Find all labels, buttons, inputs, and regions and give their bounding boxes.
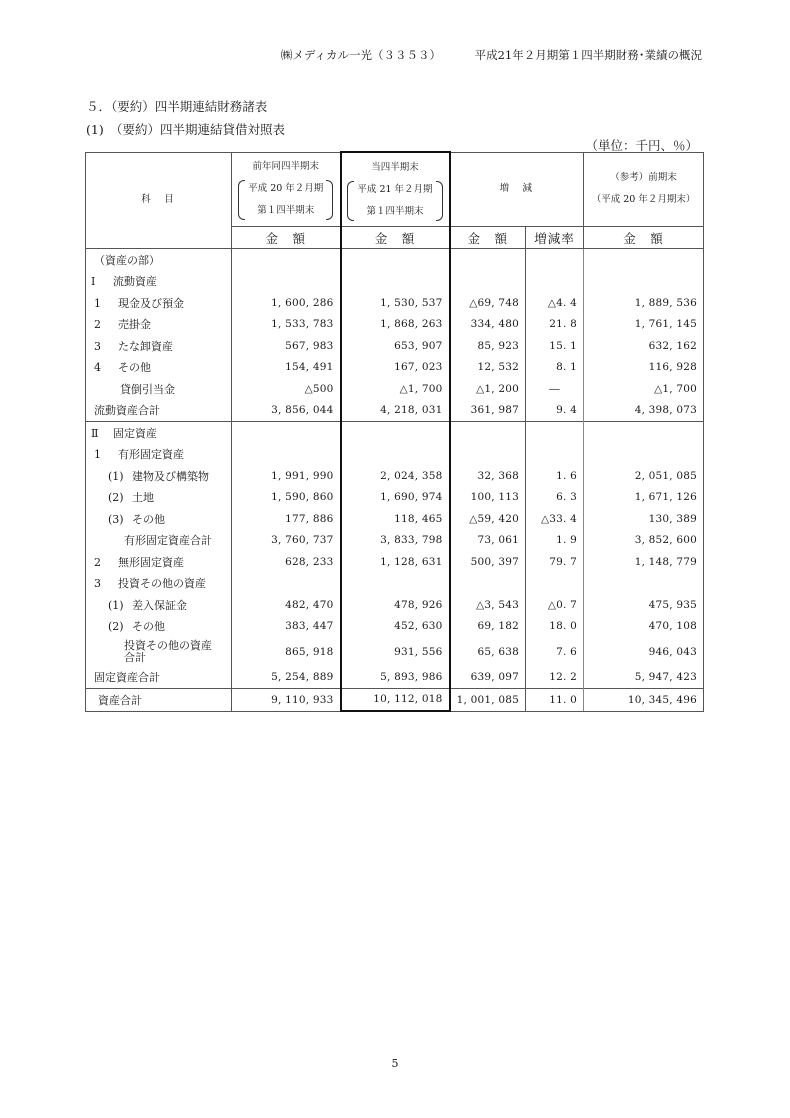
row-label: 固定資産合計: [86, 666, 232, 688]
cell-diff: 69, 182: [450, 616, 526, 638]
cell-curr: 167, 023: [341, 357, 450, 379]
page-header: [281, 47, 702, 63]
header-prev-line2: 平成 20 年２月期: [248, 183, 324, 195]
cell-rate: [526, 444, 584, 466]
cell-curr: 10, 112, 018: [341, 688, 450, 711]
cell-rate: 7. 6: [526, 637, 584, 666]
page-number: 5: [391, 1057, 399, 1070]
cell-prev: 9, 110, 933: [232, 688, 341, 711]
report-title: 平成21年２月期第１四半期財務･業績の概況: [474, 48, 702, 62]
cell-diff: 12, 532: [450, 357, 526, 379]
cell-prev: 865, 918: [232, 637, 341, 666]
subheader-amount-change: 金 額: [450, 227, 526, 249]
row-label: 投資その他の資産 合計: [86, 637, 232, 666]
cell-rate: [526, 271, 584, 293]
cell-curr: 3, 833, 798: [341, 530, 450, 552]
cell-prev: [232, 444, 341, 466]
cell-diff: 639, 097: [450, 666, 526, 688]
cell-diff: 73, 061: [450, 530, 526, 552]
cell-rate: ―: [526, 378, 584, 400]
cell-ref: 1, 148, 779: [584, 551, 704, 573]
cell-ref: 3, 852, 600: [584, 530, 704, 552]
cell-ref: 130, 389: [584, 508, 704, 530]
cell-diff: [450, 444, 526, 466]
table-row: [86, 422, 704, 444]
cell-prev: 154, 491: [232, 357, 341, 379]
table-row: [86, 271, 704, 293]
row-label: 3 たな卸資産: [86, 335, 232, 357]
cell-curr: 4, 218, 031: [341, 400, 450, 422]
cell-prev: 567, 983: [232, 335, 341, 357]
cell-prev: 628, 233: [232, 551, 341, 573]
cell-diff: 65, 638: [450, 637, 526, 666]
header-curr-line3: 第１四半期末: [366, 205, 424, 217]
cell-diff: 1, 001, 085: [450, 688, 526, 711]
table-row: [86, 551, 704, 573]
cell-ref: 4, 398, 073: [584, 400, 704, 422]
row-label: (2) 土地: [86, 487, 232, 509]
cell-diff: 100, 113: [450, 487, 526, 509]
cell-rate: 11. 0: [526, 688, 584, 711]
row-label: 貸倒引当金: [86, 378, 232, 400]
cell-rate: [526, 249, 584, 271]
table-row: [86, 530, 704, 552]
table-header-row: [86, 152, 704, 227]
header-curr-line1: 当四半期末: [371, 161, 419, 173]
cell-diff: [450, 422, 526, 444]
cell-diff: [450, 573, 526, 595]
cell-curr: 478, 926: [341, 594, 450, 616]
cell-rate: 1. 6: [526, 465, 584, 487]
cell-curr: [341, 249, 450, 271]
table-row-total: [86, 688, 704, 711]
header-current-quarter: [341, 152, 450, 227]
cell-diff: △59, 420: [450, 508, 526, 530]
header-curr-period: [347, 179, 442, 223]
cell-diff: △69, 748: [450, 292, 526, 314]
table-row: [86, 616, 704, 638]
table-row: [86, 378, 704, 400]
subheader-rate: 増減率: [526, 227, 584, 249]
cell-ref: 632, 162: [584, 335, 704, 357]
table-row: [86, 292, 704, 314]
cell-ref: 1, 889, 536: [584, 292, 704, 314]
cell-prev: 177, 886: [232, 508, 341, 530]
row-label: 2 無形固定資産: [86, 551, 232, 573]
header-prev-line1: 前年同四半期末: [252, 161, 319, 173]
cell-curr: 931, 556: [341, 637, 450, 666]
table-row: [86, 314, 704, 336]
row-label: (1) 差入保証金: [86, 594, 232, 616]
cell-diff: 32, 368: [450, 465, 526, 487]
cell-rate: △4. 4: [526, 292, 584, 314]
row-label: (1) 建物及び構築物: [86, 465, 232, 487]
cell-diff: △1, 200: [450, 378, 526, 400]
cell-curr: 5, 893, 986: [341, 666, 450, 688]
header-prev-quarter: [232, 152, 341, 227]
cell-curr: 118, 465: [341, 508, 450, 530]
cell-rate: 21. 8: [526, 314, 584, 336]
cell-prev: [232, 422, 341, 444]
header-item: 科 目: [86, 152, 232, 249]
cell-curr: 653, 907: [341, 335, 450, 357]
table-row: [86, 508, 704, 530]
cell-rate: 8. 1: [526, 357, 584, 379]
cell-rate: 79. 7: [526, 551, 584, 573]
table-row: [86, 573, 704, 595]
cell-ref: [584, 573, 704, 595]
cell-prev: 1, 991, 990: [232, 465, 341, 487]
cell-curr: [341, 444, 450, 466]
header-change: 増 減: [450, 152, 584, 227]
row-label: Ⅱ 固定資産: [86, 422, 232, 444]
cell-prev: 1, 600, 286: [232, 292, 341, 314]
row-label: 3 投資その他の資産: [86, 573, 232, 595]
table-row: [86, 357, 704, 379]
cell-ref: [584, 422, 704, 444]
subheader-amount-curr: 金 額: [341, 227, 450, 249]
cell-prev: 1, 533, 783: [232, 314, 341, 336]
row-label: 2 売掛金: [86, 314, 232, 336]
row-label: （資産の部）: [86, 249, 232, 271]
cell-curr: 1, 690, 974: [341, 487, 450, 509]
company-name: ㈱メディカル一光（３３５３）: [280, 48, 441, 62]
row-label: 4 その他: [86, 357, 232, 379]
cell-curr: [341, 422, 450, 444]
cell-rate: 12. 2: [526, 666, 584, 688]
table-row: [86, 335, 704, 357]
cell-rate: [526, 573, 584, 595]
cell-diff: 334, 480: [450, 314, 526, 336]
cell-rate: [526, 422, 584, 444]
row-label: 流動資産合計: [86, 400, 232, 422]
cell-prev: 3, 760, 737: [232, 530, 341, 552]
table-row: [86, 594, 704, 616]
cell-diff: △3, 543: [450, 594, 526, 616]
header-curr-line2: 平成 21 年２月期: [357, 183, 433, 195]
cell-ref: 2, 051, 085: [584, 465, 704, 487]
unit-note: （単位：千円、％）: [585, 138, 698, 153]
cell-rate: △0. 7: [526, 594, 584, 616]
cell-rate: △33. 4: [526, 508, 584, 530]
cell-rate: 15. 1: [526, 335, 584, 357]
cell-prev: 5, 254, 889: [232, 666, 341, 688]
cell-ref: 1, 761, 145: [584, 314, 704, 336]
header-prev-line3: 第１四半期末: [257, 205, 315, 217]
header-ref-line1: （参考）前期末: [610, 172, 677, 184]
row-label: 有形固定資産合計: [86, 530, 232, 552]
cell-curr: [341, 573, 450, 595]
cell-diff: [450, 271, 526, 293]
cell-prev: [232, 249, 341, 271]
cell-curr: △1, 700: [341, 378, 450, 400]
cell-prev: 3, 856, 044: [232, 400, 341, 422]
subheader-amount-prev: 金 額: [232, 227, 341, 249]
cell-diff: 85, 923: [450, 335, 526, 357]
table-row: [86, 400, 704, 422]
cell-prev: 383, 447: [232, 616, 341, 638]
row-label: 1 有形固定資産: [86, 444, 232, 466]
row-label: 資産合計: [86, 688, 232, 711]
cell-curr: 1, 868, 263: [341, 314, 450, 336]
row-label: Ⅰ 流動資産: [86, 271, 232, 293]
cell-ref: △1, 700: [584, 378, 704, 400]
cell-ref: 10, 345, 496: [584, 688, 704, 711]
cell-curr: 1, 128, 631: [341, 551, 450, 573]
cell-prev: △500: [232, 378, 341, 400]
cell-ref: 116, 928: [584, 357, 704, 379]
cell-curr: 452, 630: [341, 616, 450, 638]
cell-diff: [450, 249, 526, 271]
cell-prev: [232, 271, 341, 293]
subsection-title: (1) （要約）四半期連結貸借対照表: [86, 122, 285, 137]
row-label: (3) その他: [86, 508, 232, 530]
cell-curr: [341, 271, 450, 293]
row-label: (2) その他: [86, 616, 232, 638]
cell-ref: 1, 671, 126: [584, 487, 704, 509]
cell-ref: 5, 947, 423: [584, 666, 704, 688]
header-prev-period: [238, 178, 333, 222]
cell-curr: 1, 530, 537: [341, 292, 450, 314]
balance-sheet-table: [85, 151, 704, 712]
table-row: [86, 444, 704, 466]
row-label: 1 現金及び預金: [86, 292, 232, 314]
table-row: [86, 637, 704, 666]
cell-ref: [584, 444, 704, 466]
header-ref-line2: （平成 20 年２月期末）: [591, 194, 696, 206]
cell-rate: 9. 4: [526, 400, 584, 422]
subheader-amount-ref: 金 額: [584, 227, 704, 249]
table-row: [86, 465, 704, 487]
cell-rate: 6. 3: [526, 487, 584, 509]
cell-ref: [584, 271, 704, 293]
section-title: ５．（要約）四半期連結財務諸表: [86, 99, 268, 114]
table-row: [86, 249, 704, 271]
table-row: [86, 666, 704, 688]
cell-rate: 1. 9: [526, 530, 584, 552]
header-reference: [584, 152, 704, 227]
cell-ref: 475, 935: [584, 594, 704, 616]
cell-ref: [584, 249, 704, 271]
cell-diff: 500, 397: [450, 551, 526, 573]
cell-prev: [232, 573, 341, 595]
cell-diff: 361, 987: [450, 400, 526, 422]
cell-curr: 2, 024, 358: [341, 465, 450, 487]
table-row: [86, 487, 704, 509]
cell-ref: 946, 043: [584, 637, 704, 666]
cell-prev: 482, 470: [232, 594, 341, 616]
cell-ref: 470, 108: [584, 616, 704, 638]
cell-rate: 18. 0: [526, 616, 584, 638]
cell-prev: 1, 590, 860: [232, 487, 341, 509]
